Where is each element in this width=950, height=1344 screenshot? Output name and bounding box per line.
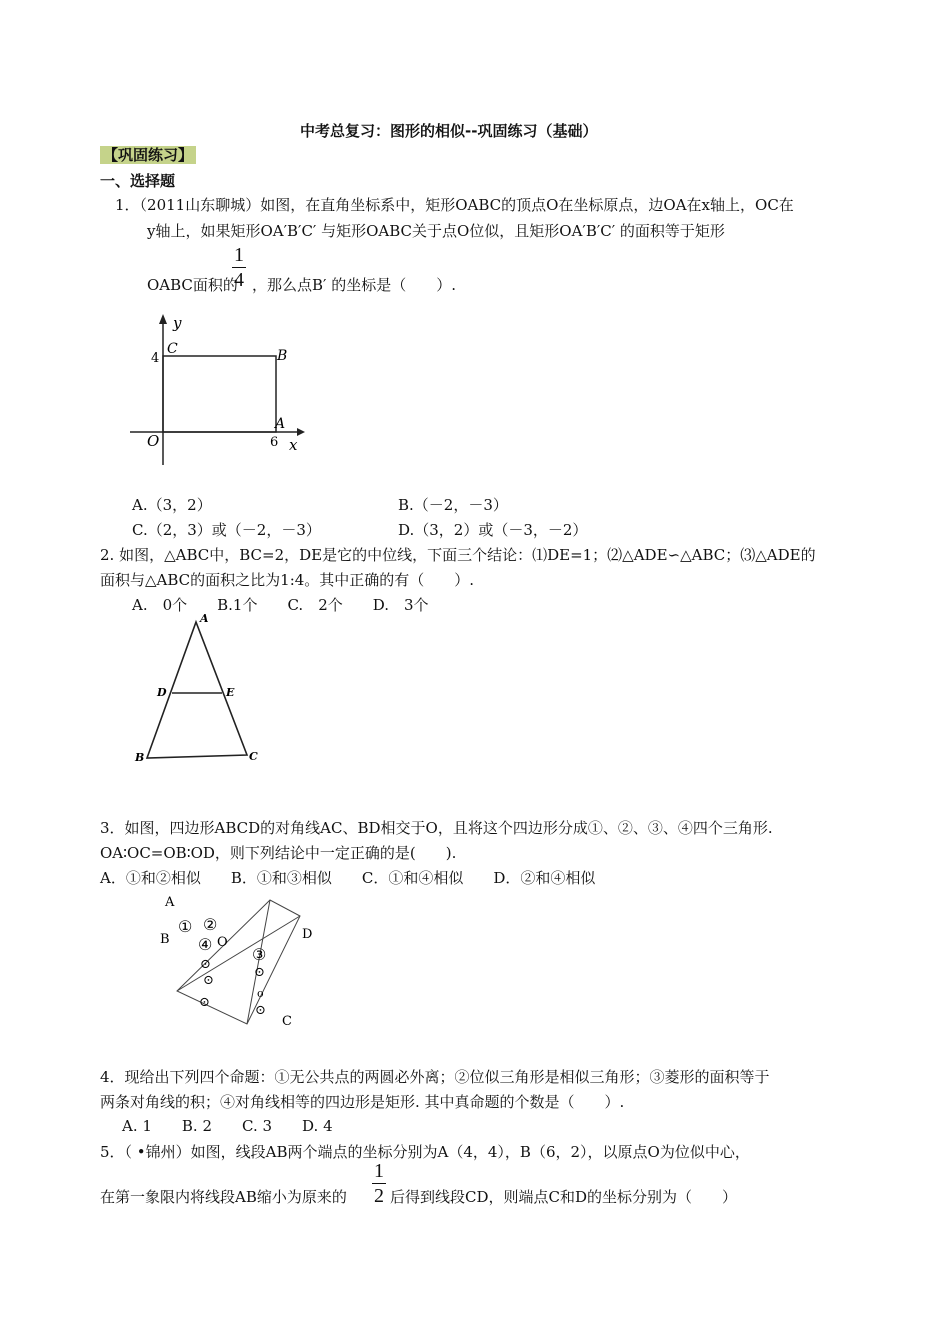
q3-small-o: o <box>257 987 264 1000</box>
q3-dot-3: ⊙ <box>254 965 265 980</box>
q2-label-A: A <box>200 612 209 625</box>
q2-figure <box>130 610 270 770</box>
x-label: x <box>289 436 298 454</box>
q3-circled-4: ④ <box>198 935 213 954</box>
q5-line2-pre: 在第一象限内将线段AB缩小为原来的 <box>100 1188 347 1206</box>
tick-x-6: 6 <box>270 435 279 450</box>
rectangle-OABC <box>163 356 276 432</box>
section-heading: 一、选择题 <box>100 172 176 190</box>
y-label: y <box>173 314 182 332</box>
q1-option-d: D.（3，2）或（－3，－2） <box>398 521 588 539</box>
q2-label-E: E <box>226 686 235 699</box>
q2-label-D: D <box>157 686 167 699</box>
q3-dot-1: ⊙ <box>200 957 211 972</box>
q1-line3-pre: OABC面积的 <box>147 276 238 294</box>
page-title: 中考总复习：图形的相似--巩固练习（基础） <box>300 122 598 140</box>
point-B-label: B <box>277 348 288 364</box>
q3-dot-5: ⊙ <box>255 1003 266 1018</box>
q5-fraction <box>370 1160 388 1207</box>
section-tag: 【巩固练习】 <box>100 146 196 164</box>
q4-options: A. 1 B. 2 C. 3 D. 4 <box>122 1117 333 1135</box>
q1-line1: 1．（2011山东聊城）如图，在直角坐标系中，矩形OABC的顶点O在坐标原点，边OA在x轴上，OC在 <box>115 196 794 214</box>
q2-label-C: C <box>249 750 258 763</box>
q1-option-a: A.（3，2） <box>132 496 212 514</box>
q3-label-A: A <box>165 895 175 910</box>
q3-circled-3: ③ <box>252 945 267 964</box>
q3-label-B: B <box>160 932 170 947</box>
y-axis-arrow <box>159 314 167 324</box>
q1-fraction <box>230 244 248 291</box>
q4-line1: 4．现给出下列四个命题：①无公共点的两圆必外离；②位似三角形是相似三角形；③菱形的面积等于 <box>100 1068 770 1086</box>
q1-frac-den: 4 <box>234 269 244 291</box>
q3-line1: 3．如图，四边形ABCD的对角线AC、BD相交于O，且将这个四边形分成①、②、③、④四个三角形. <box>100 819 773 837</box>
point-C-label: C <box>167 341 178 357</box>
q2-options: A. 0个 B.1个 C. 2个 D. 3个 <box>132 596 429 614</box>
point-A-label: A <box>275 416 286 432</box>
x-axis-arrow <box>297 428 305 436</box>
q5-line1: 5．（ •锦州）如图，线段AB两个端点的坐标分别为A（4，4），B（6，2），以原点O为位似中心， <box>100 1143 750 1161</box>
q1-option-c: C.（2，3）或（－2，－3） <box>132 521 321 539</box>
q3-label-D: D <box>302 927 313 942</box>
q3-label-O: O <box>217 935 228 950</box>
q1-line3-post: ，那么点B′ 的坐标是（ ）. <box>252 276 456 294</box>
tick-y-4: 4 <box>151 351 160 366</box>
q3-circled-1: ① <box>178 917 193 936</box>
q3-dot-2: ⊙ <box>203 973 214 988</box>
q3-dot-4: ⊙ <box>199 995 210 1010</box>
quadrilateral-ABCD <box>177 900 300 1024</box>
origin-label: O <box>147 432 160 450</box>
q3-label-C: C <box>282 1014 292 1029</box>
q5-frac-den: 2 <box>374 1185 384 1207</box>
q3-figure <box>155 888 315 1033</box>
q3-circled-2: ② <box>203 915 218 934</box>
q5-frac-num: 1 <box>374 1160 384 1182</box>
q2-line1: 2. 如图，△ABC中，BC=2，DE是它的中位线，下面三个结论：⑴DE=1；⑵△ADE∽△ABC；⑶△ADE的 <box>100 546 816 564</box>
q2-label-B: B <box>135 751 145 764</box>
q3-line2: OA∶OC=OB∶OD，则下列结论中一定正确的是( ). <box>100 844 457 862</box>
q4-line2: 两条对角线的积；④对角线相等的四边形是矩形. 其中真命题的个数是（ ）. <box>100 1093 625 1111</box>
q1-option-b: B.（－2，－3） <box>398 496 508 514</box>
q1-line2: y轴上，如果矩形OA′B′C′ 与矩形OABC关于点O位似，且矩形OA′B′C′ 的面积等于矩形 <box>147 222 725 240</box>
q3-options: A．①和②相似 B．①和③相似 C．①和④相似 D．②和④相似 <box>100 869 596 887</box>
q1-frac-num: 1 <box>234 244 244 266</box>
q1-figure <box>125 310 310 470</box>
q2-line2: 面积与△ABC的面积之比为1:4。其中正确的有（ ）. <box>100 571 475 589</box>
q5-line2-post: 后得到线段CD，则端点C和D的坐标分别为（ ） <box>390 1188 738 1206</box>
